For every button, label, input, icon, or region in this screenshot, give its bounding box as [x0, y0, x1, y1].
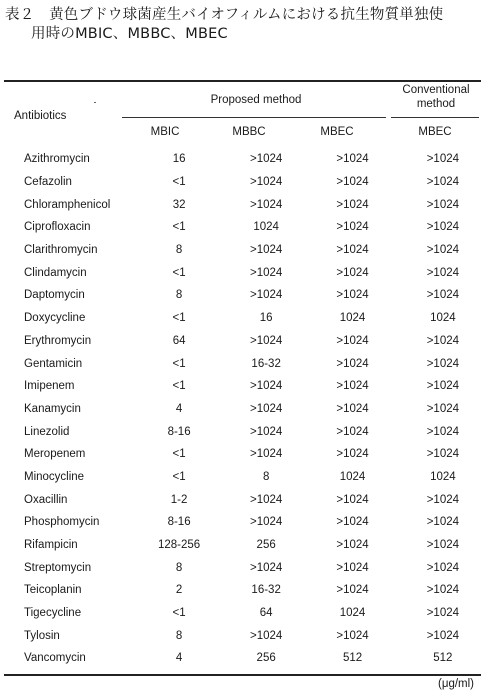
top-rule	[4, 80, 481, 82]
conventional-mbec-value: >1024	[426, 584, 460, 597]
mbic-value: 8	[175, 289, 183, 302]
mbic-value: <1	[172, 266, 186, 279]
conventional-mbec-value: >1024	[426, 448, 460, 461]
conventional-mbec-value: >1024	[426, 266, 460, 279]
mbec-value: >1024	[336, 448, 369, 461]
mbbc-value: >1024	[249, 153, 283, 166]
table-caption	[5, 6, 485, 44]
conventional-mbec-value: >1024	[426, 629, 460, 642]
antibiotic-name: Oxacillin	[24, 493, 68, 506]
mbic-value: 16	[172, 153, 186, 166]
mbbc-value: 64	[259, 607, 273, 620]
mbic-value: <1	[172, 221, 186, 234]
conventional-mbec-value: 1024	[430, 470, 456, 483]
antibiotic-name: Tylosin	[24, 629, 60, 642]
table-row	[0, 420, 489, 443]
mbec-value: >1024	[336, 380, 369, 393]
mbbc-value: >1024	[249, 561, 283, 574]
table-row	[0, 398, 489, 421]
mbic-value: <1	[172, 448, 186, 461]
table-row	[0, 193, 489, 216]
mbbc-value: >1024	[249, 176, 283, 189]
mbic-value: 8	[175, 629, 183, 642]
mbbc-value: >1024	[249, 244, 283, 257]
table-row	[0, 511, 489, 534]
antibiotic-name: Clarithromycin	[24, 244, 98, 257]
conventional-mbec-value: >1024	[426, 244, 460, 257]
antibiotic-name: Chloramphenicol	[24, 198, 111, 211]
antibiotic-name: Kanamycin	[24, 402, 81, 415]
mbbc-value: 16-32	[251, 584, 281, 597]
antibiotic-name: Linezolid	[24, 425, 70, 438]
mbbc-value: >1024	[249, 380, 283, 393]
table-row	[0, 602, 489, 625]
conventional-mbec-value: >1024	[426, 402, 460, 415]
table-row	[0, 624, 489, 647]
table-row	[0, 330, 489, 353]
antibiotic-name: Tigecycline	[24, 607, 82, 620]
caption-line-1: 表２ 黄色ブドウ球菌産生バイオフィルムにおける抗生物質単独使	[5, 7, 444, 23]
antibiotic-name: Daptomycin	[24, 289, 85, 302]
mbbc-value: 256	[256, 652, 276, 665]
conventional-mbec-value: >1024	[426, 176, 460, 189]
conventional-mbec-value: >1024	[426, 153, 460, 166]
mbbc-value: 16-32	[251, 357, 281, 370]
mbbc-value: >1024	[249, 493, 283, 506]
conventional-mbec-value: >1024	[426, 516, 460, 529]
mbec-value: >1024	[336, 561, 369, 574]
mbic-value: <1	[172, 607, 186, 620]
mbbc-value: >1024	[249, 198, 283, 211]
mbec-value: >1024	[336, 402, 369, 415]
mbic-value: 8	[175, 561, 183, 574]
table-row	[0, 647, 489, 670]
mbec-value: >1024	[336, 176, 369, 189]
table-row	[0, 443, 489, 466]
unit-label: (μg/ml)	[437, 678, 474, 690]
mbic-value: 32	[172, 198, 186, 211]
antibiotic-name: Teicoplanin	[24, 584, 82, 597]
mbec-value: >1024	[336, 539, 369, 552]
conventional-line-2: method	[416, 98, 456, 110]
mbic-value: <1	[172, 312, 186, 325]
mbbc-value: >1024	[249, 402, 283, 415]
mbic-value: 8-16	[167, 425, 191, 438]
antibiotic-name: Ciprofloxacin	[24, 221, 91, 234]
mbec-value: >1024	[336, 266, 369, 279]
mbic-value: 1-2	[170, 493, 188, 506]
mbbc-value: >1024	[249, 266, 283, 279]
conventional-mbec-value: 1024	[430, 312, 456, 325]
mbec-value: 1024	[339, 312, 366, 325]
conventional-mbec-value: >1024	[426, 289, 460, 302]
mbbc-value: >1024	[249, 448, 283, 461]
antibiotic-name: Imipenem	[24, 380, 75, 393]
mbbc-value: 16	[259, 312, 273, 325]
conventional-mbec-value: >1024	[426, 221, 460, 234]
mbic-value: <1	[172, 470, 186, 483]
mbec-value: >1024	[336, 493, 369, 506]
antibiotic-name: Clindamycin	[24, 266, 87, 279]
conventional-mbec-value: >1024	[426, 493, 460, 506]
mbec-value: >1024	[336, 289, 369, 302]
conventional-method-header	[391, 83, 481, 111]
table-row	[0, 171, 489, 194]
conventional-mbec-value: >1024	[426, 561, 460, 574]
mbbc-value: >1024	[249, 629, 283, 642]
table-row	[0, 148, 489, 171]
mbec-value: >1024	[336, 153, 369, 166]
mbbc-value: 256	[256, 539, 276, 552]
mbic-value: 4	[175, 652, 183, 665]
table-row	[0, 534, 489, 557]
results-table	[0, 148, 489, 670]
column-header-mbec: MBEC	[320, 126, 354, 138]
table-row	[0, 579, 489, 602]
mbec-value: >1024	[336, 425, 369, 438]
table-row	[0, 239, 489, 262]
mbec-value: 512	[342, 652, 363, 665]
mbbc-value: 8	[262, 470, 270, 483]
mbic-value: 64	[172, 334, 186, 347]
antibiotic-name: Azithromycin	[24, 153, 90, 166]
proposed-method-header: Proposed method	[210, 94, 302, 106]
stray-mark	[94, 102, 96, 103]
table-row	[0, 466, 489, 489]
mbbc-value: >1024	[249, 516, 283, 529]
table-row	[0, 556, 489, 579]
mbic-value: 128-256	[157, 539, 201, 552]
mbbc-value: >1024	[249, 289, 283, 302]
mbec-value: 1024	[339, 470, 366, 483]
mbbc-value: >1024	[249, 334, 283, 347]
conventional-mbec-value: >1024	[426, 539, 460, 552]
mbec-value: >1024	[336, 357, 369, 370]
antibiotic-name: Minocycline	[24, 470, 85, 483]
mbbc-value: 1024	[253, 221, 279, 234]
mbec-value: >1024	[336, 198, 369, 211]
conventional-mbec-value: 512	[433, 652, 453, 665]
antibiotic-name: Vancomycin	[24, 652, 86, 665]
table-row	[0, 352, 489, 375]
column-header-conventional-mbec: MBEC	[418, 126, 452, 138]
conventional-mbec-value: >1024	[426, 357, 460, 370]
column-header-mbic: MBIC	[150, 126, 180, 138]
antibiotic-name: Meropenem	[24, 448, 86, 461]
mbic-value: <1	[172, 380, 186, 393]
table-row	[0, 488, 489, 511]
antibiotic-name: Cefazolin	[24, 176, 72, 189]
mbic-value: <1	[172, 176, 186, 189]
mbic-value: 2	[175, 584, 183, 597]
conventional-mbec-value: >1024	[426, 425, 460, 438]
mbic-value: <1	[172, 357, 186, 370]
mbic-value: 8	[175, 244, 183, 257]
mbec-value: >1024	[336, 334, 369, 347]
conventional-mbec-value: >1024	[426, 380, 460, 393]
conventional-line-1: Conventional	[402, 84, 470, 96]
mbic-value: 4	[175, 402, 183, 415]
row-header-antibiotics: Antibiotics	[14, 110, 67, 122]
antibiotic-name: Phosphomycin	[24, 516, 100, 529]
bottom-rule	[4, 674, 481, 676]
conventional-mbec-value: >1024	[426, 198, 460, 211]
conventional-mbec-value: >1024	[426, 334, 460, 347]
mbec-value: >1024	[336, 629, 369, 642]
antibiotic-name: Gentamicin	[24, 357, 83, 370]
antibiotic-name: Rifampicin	[24, 539, 78, 552]
antibiotic-name: Erythromycin	[24, 334, 92, 347]
mbec-value: >1024	[336, 221, 369, 234]
mbec-value: 1024	[339, 607, 366, 620]
caption-line-2: 用時のMBIC、MBBC、MBEC	[31, 26, 228, 42]
table-row	[0, 216, 489, 239]
mbec-value: >1024	[336, 244, 369, 257]
table-row	[0, 307, 489, 330]
mbec-value: >1024	[336, 516, 369, 529]
column-header-mbbc: MBBC	[232, 126, 266, 138]
mbbc-value: >1024	[249, 425, 283, 438]
table-row	[0, 261, 489, 284]
antibiotic-name: Doxycycline	[24, 312, 86, 325]
antibiotic-name: Streptomycin	[24, 561, 92, 574]
mbec-value: >1024	[336, 584, 369, 597]
conventional-mbec-value: >1024	[426, 607, 460, 620]
table-row	[0, 375, 489, 398]
mbic-value: 8-16	[167, 516, 191, 529]
table-row	[0, 284, 489, 307]
